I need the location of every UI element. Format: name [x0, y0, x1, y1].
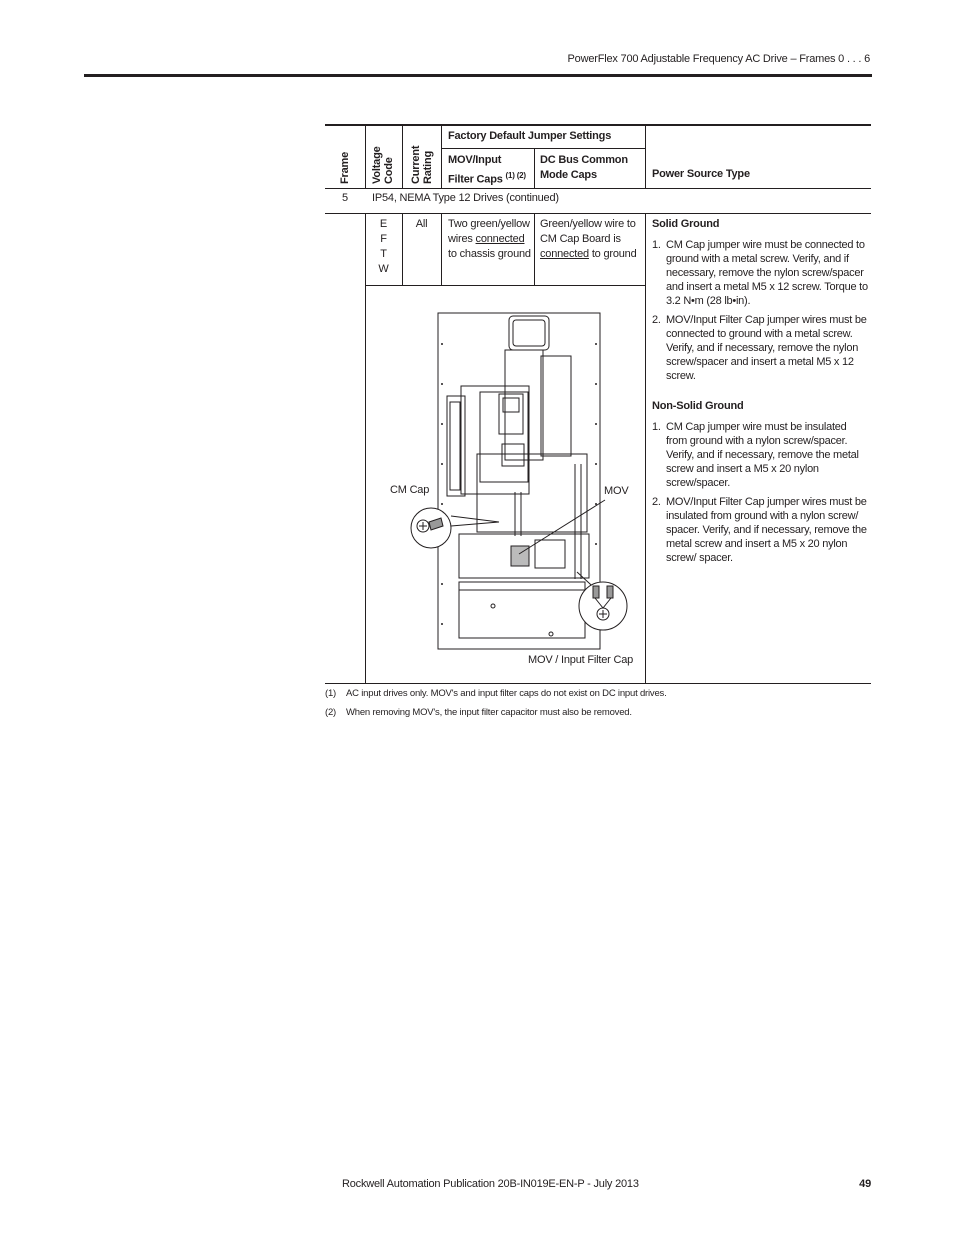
header-current-rating — [410, 146, 434, 184]
solid-ground-item-2: 2. MOV/Input Filter Cap jumper wires must be connected to ground with a metal screw. Verify, and if necessary, remove the nylon screw/spacer and insert a metal M5 x 12 screw. — [652, 314, 867, 382]
footnote-2 — [325, 707, 632, 718]
dcbus-text-line1: Green/yellow wire to — [540, 218, 636, 230]
dcbus-setting-text — [540, 217, 644, 262]
publication-footer: Rockwell Automation Publication 20B-IN019E-EN-P - July 2013 — [342, 1178, 639, 1190]
solid-ground-title: Solid Ground — [652, 218, 720, 230]
col-divider-1a — [365, 124, 366, 188]
table-bottom-rule — [325, 683, 871, 684]
header-mov-line2: Filter Caps — [448, 173, 503, 186]
non-solid-ground-item-2: 2. MOV/Input Filter Cap jumper wires must be insulated from ground with a nylon screw/ spacer. Verify, and if necessary, remove the metal screw and insert a M5 x 20 nylon screw/ spacer. — [652, 496, 867, 564]
header-power-source: Power Source Type — [652, 168, 750, 180]
col-divider-4b — [534, 213, 535, 285]
drive-chassis-illustration — [405, 304, 635, 654]
non-solid-ground-item-2-text: MOV/Input Filter Cap jumper wires must be insulated from ground with a nylon screw/ spacer. Verify, and if necessary, remove the metal screw and insert a M5 x 20 nylon screw/ spacer. — [666, 496, 867, 564]
col-divider-5a — [645, 124, 646, 188]
mov-text-line3: to chassis ground — [448, 248, 531, 260]
jumper-settings-table — [325, 124, 871, 684]
cm-cap-callout — [411, 508, 451, 548]
non-solid-ground-item-1-text: CM Cap jumper wire must be insulated from ground with a nylon screw/spacer. Verify, and if necessary, remove the metal screw and insert a M5 x 20 nylon screw/spacer. — [666, 421, 859, 489]
current-rating-value: All — [415, 218, 428, 230]
voltage-code-t: T — [380, 248, 387, 260]
header-voltage-code — [371, 146, 395, 184]
footnote-1 — [325, 688, 667, 699]
solid-ground-item-1: 1. CM Cap jumper wire must be connected to ground with a metal screw. Verify, and if necessary, remove the nylon screw/spacer and insert a metal M5 x 12 screw. Torque to 3.2 N•m (28 lb•in). — [652, 239, 868, 307]
backplate — [438, 313, 600, 649]
page-number: 49 — [859, 1178, 871, 1190]
cm-cap-label: CM Cap — [390, 484, 430, 496]
mov-text-line2a: wires — [448, 233, 476, 245]
footnote-1-text: AC input drives only. MOV's and input filter caps do not exist on DC input drives. — [346, 688, 667, 699]
header-rule — [84, 74, 872, 77]
mov-text-line1: Two green/yellow — [448, 218, 530, 230]
section-rule — [325, 213, 871, 214]
header-frame: Frame — [339, 151, 351, 184]
header-voltage-line1: Voltage — [371, 146, 383, 184]
dcbus-text-connected: connected — [540, 248, 589, 260]
solid-ground-item-2-text: MOV/Input Filter Cap jumper wires must be connected to ground with a metal screw. Verify, and if necessary, remove the nylon screw/spacer and insert a metal M5 x 12 screw. — [666, 314, 867, 382]
mov-label: MOV — [604, 485, 629, 497]
col-divider-4a — [534, 148, 535, 188]
header-mov-input — [448, 153, 534, 188]
mov-callout — [579, 582, 627, 630]
mov-filter-cap-label: MOV / Input Filter Cap — [528, 654, 634, 666]
data-row-rule — [365, 285, 646, 286]
power-source-text — [652, 217, 868, 570]
non-solid-ground-title: Non-Solid Ground — [652, 400, 744, 412]
header-factory-default: Factory Default Jumper Settings — [448, 130, 612, 142]
col-divider-1b — [365, 213, 366, 683]
voltage-code-e: E — [379, 218, 388, 230]
col-divider-3a — [441, 124, 442, 188]
frame-value: 5 — [342, 192, 348, 204]
header-mov-footnote-ref: (1) (2) — [505, 171, 526, 180]
header-voltage-line2: Code — [383, 157, 395, 184]
header-bottom-rule — [325, 188, 871, 189]
section-label: IP54, NEMA Type 12 Drives (continued) — [372, 192, 559, 204]
dcbus-text-line3b: to ground — [588, 248, 637, 260]
header-dc-bus — [540, 153, 644, 183]
col-divider-5b — [645, 213, 646, 683]
header-mov-line1: MOV/Input — [448, 154, 502, 166]
header-current-line2: Rating — [422, 150, 434, 184]
non-solid-ground-item-1: 1. CM Cap jumper wire must be insulated from ground with a nylon screw/spacer. Verify, and if necessary, remove the metal screw and insert a M5 x 20 nylon screw/spacer. — [652, 421, 859, 489]
voltage-code-f: F — [380, 233, 387, 245]
header-current-line1: Current — [410, 145, 422, 184]
header-dcbus-line1: DC Bus Common — [540, 154, 628, 166]
mov-setting-text — [448, 217, 532, 262]
col-divider-3b — [441, 213, 442, 285]
header-dcbus-line2: Mode Caps — [540, 169, 597, 181]
voltage-codes — [365, 217, 402, 277]
solid-ground-item-1-text: CM Cap jumper wire must be connected to ground with a metal screw. Verify, and if necessary, remove the nylon screw/spacer and insert a metal M5 x 12 screw. Torque to 3.2 N•m (28 lb•in). — [666, 239, 868, 307]
footnote-1-number: (1) — [325, 688, 337, 699]
footnote-2-text: When removing MOV's, the input filter capacitor must also be removed. — [346, 707, 632, 718]
footnote-2-number: (2) — [325, 707, 337, 718]
col-divider-2a — [402, 124, 403, 188]
dcbus-text-line2: CM Cap Board is — [540, 233, 621, 245]
table-top-rule — [325, 124, 871, 126]
mov-text-connected: connected — [475, 233, 525, 245]
factory-default-rule — [441, 148, 646, 149]
voltage-code-w: W — [378, 263, 389, 275]
running-header: PowerFlex 700 Adjustable Frequency AC Drive – Frames 0 . . . 6 — [567, 53, 870, 65]
